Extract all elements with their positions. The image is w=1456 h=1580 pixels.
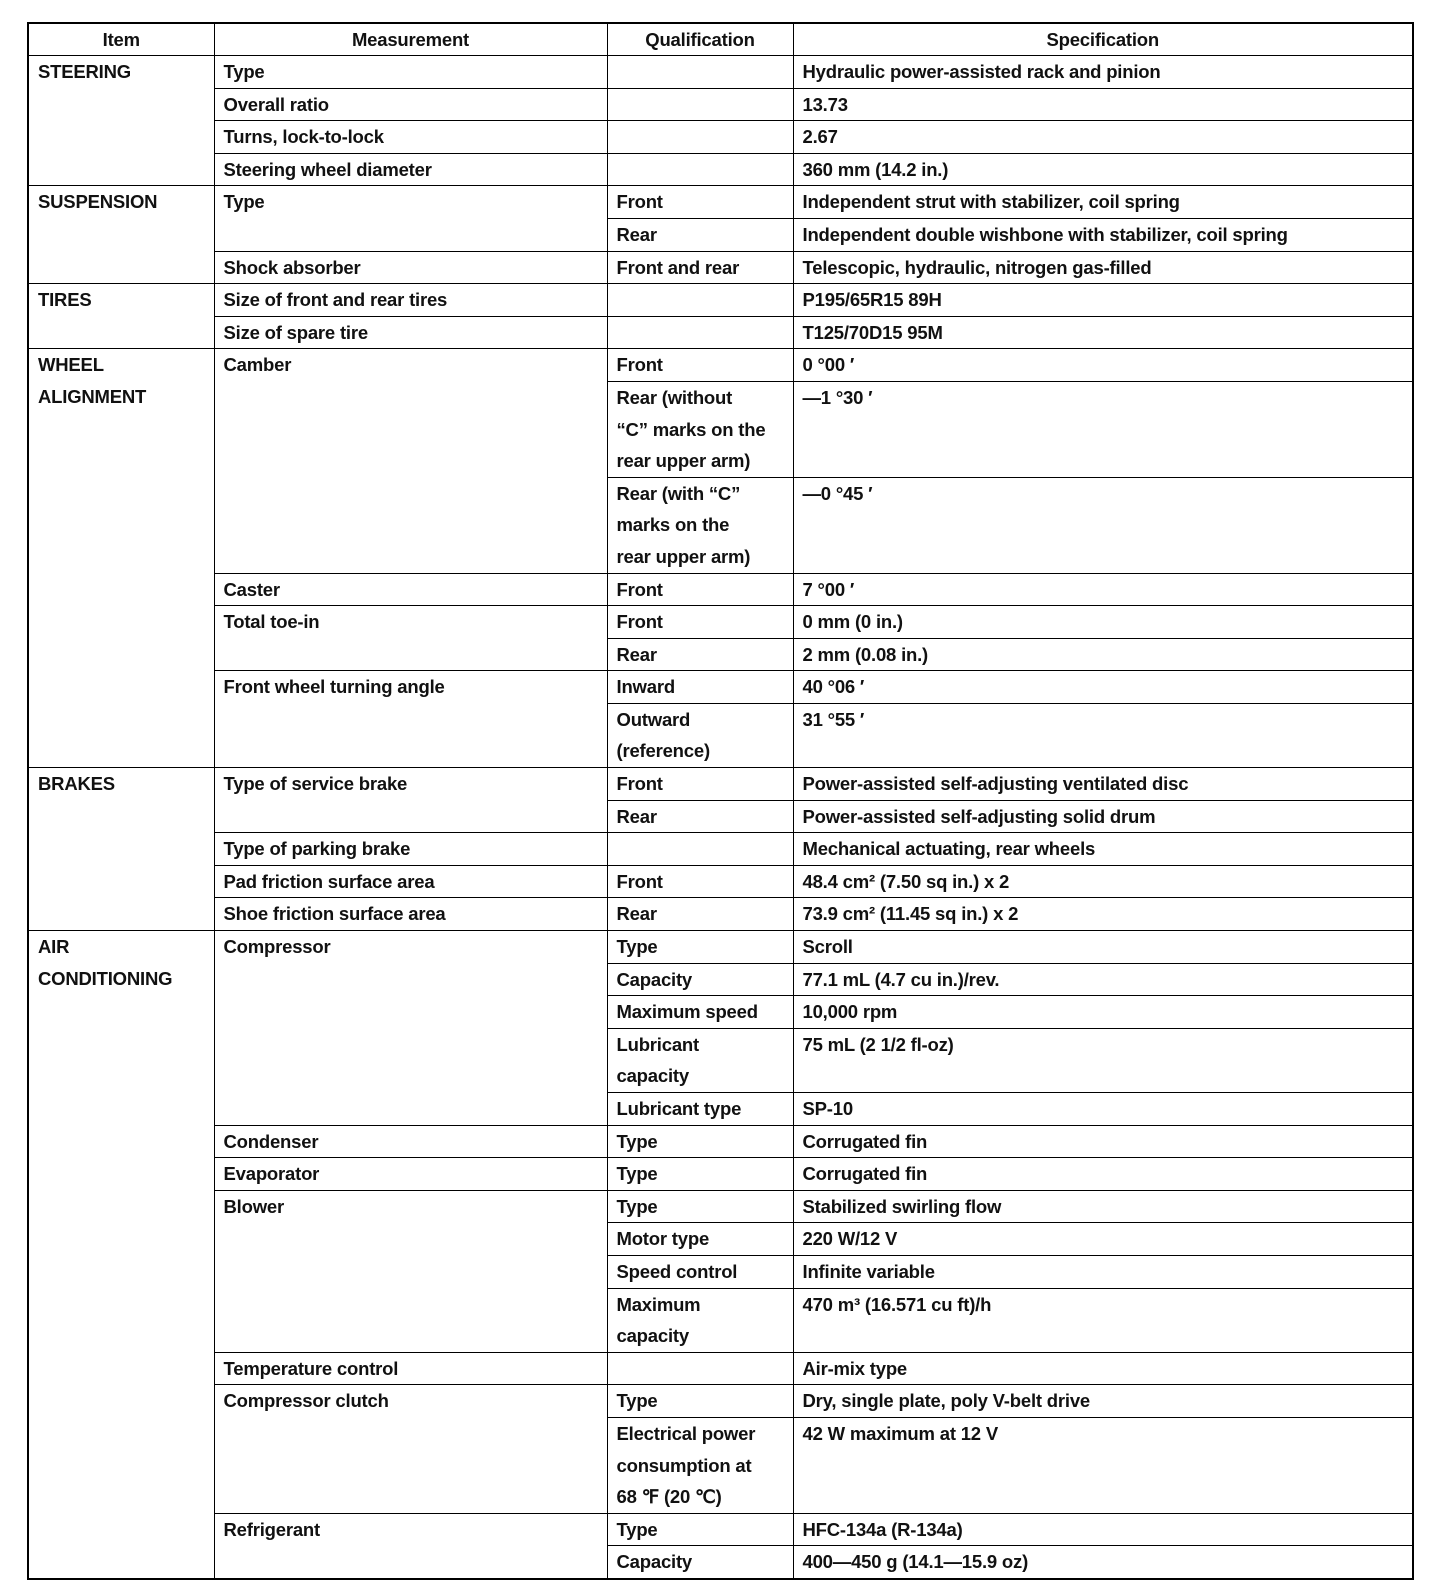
measurement-cell: Blower xyxy=(214,1190,607,1352)
item-cell: AIR CONDITIONING xyxy=(28,931,214,1579)
specification-cell: Mechanical actuating, rear wheels xyxy=(793,833,1413,866)
item-cell: STEERING xyxy=(28,56,214,186)
qualification-cell: Type xyxy=(607,1125,793,1158)
specification-cell: Scroll xyxy=(793,931,1413,964)
specification-cell: 400—450 g (14.1—15.9 oz) xyxy=(793,1546,1413,1579)
specification-cell: 75 mL (2 1/2 fl-oz) xyxy=(793,1028,1413,1092)
measurement-cell: Steering wheel diameter xyxy=(214,153,607,186)
qualification-cell: Lubricant type xyxy=(607,1093,793,1126)
specification-cell: 220 W/12 V xyxy=(793,1223,1413,1256)
measurement-cell: Camber xyxy=(214,349,607,573)
qualification-cell xyxy=(607,316,793,349)
specification-cell: 470 m³ (16.571 cu ft)/h xyxy=(793,1288,1413,1352)
qualification-cell: Rear xyxy=(607,218,793,251)
qualification-cell: Front and rear xyxy=(607,251,793,284)
table-row xyxy=(28,349,1413,382)
qualification-cell: Front xyxy=(607,186,793,219)
specification-cell: Air-mix type xyxy=(793,1352,1413,1385)
item-cell: SUSPENSION xyxy=(28,186,214,284)
measurement-cell: Refrigerant xyxy=(214,1513,607,1579)
specification-cell: Corrugated fin xyxy=(793,1125,1413,1158)
specification-cell: Hydraulic power-assisted rack and pinion xyxy=(793,56,1413,89)
table-row xyxy=(28,1190,1413,1223)
table-row xyxy=(28,153,1413,186)
qualification-cell: Front xyxy=(607,865,793,898)
measurement-cell: Shock absorber xyxy=(214,251,607,284)
specification-cell: SP-10 xyxy=(793,1093,1413,1126)
measurement-cell: Type of service brake xyxy=(214,768,607,833)
qualification-cell: Type xyxy=(607,1190,793,1223)
table-row xyxy=(28,316,1413,349)
specification-cell: 77.1 mL (4.7 cu in.)/rev. xyxy=(793,963,1413,996)
qualification-cell xyxy=(607,56,793,89)
item-cell: WHEEL ALIGNMENT xyxy=(28,349,214,768)
table-row xyxy=(28,88,1413,121)
qualification-cell: Maximum speed xyxy=(607,996,793,1029)
specification-cell: Corrugated fin xyxy=(793,1158,1413,1191)
measurement-cell: Turns, lock-to-lock xyxy=(214,121,607,154)
measurement-cell: Type xyxy=(214,56,607,89)
measurement-cell: Pad friction surface area xyxy=(214,865,607,898)
qualification-cell: Rear xyxy=(607,898,793,931)
qualification-cell: Rear xyxy=(607,800,793,833)
qualification-cell: Front xyxy=(607,768,793,801)
table-row xyxy=(28,671,1413,704)
table-row xyxy=(28,1513,1413,1546)
qualification-cell: Type xyxy=(607,1158,793,1191)
qualification-cell: Maximum capacity xyxy=(607,1288,793,1352)
specification-cell: 10,000 rpm xyxy=(793,996,1413,1029)
table-row xyxy=(28,931,1413,964)
measurement-cell: Overall ratio xyxy=(214,88,607,121)
table-row xyxy=(28,56,1413,89)
specification-cell: P195/65R15 89H xyxy=(793,284,1413,317)
measurement-cell: Caster xyxy=(214,573,607,606)
table-row xyxy=(28,833,1413,866)
specification-cell: —1 °30 ′ xyxy=(793,381,1413,477)
qualification-cell: Type xyxy=(607,1513,793,1546)
qualification-cell xyxy=(607,121,793,154)
specification-cell: 2.67 xyxy=(793,121,1413,154)
measurement-cell: Total toe-in xyxy=(214,606,607,671)
item-cell: BRAKES xyxy=(28,768,214,931)
qualification-cell: Outward (reference) xyxy=(607,703,793,767)
specification-cell: 31 °55 ′ xyxy=(793,703,1413,767)
measurement-cell: Compressor xyxy=(214,931,607,1126)
header-measurement: Measurement xyxy=(214,23,607,56)
specification-cell: 2 mm (0.08 in.) xyxy=(793,638,1413,671)
specification-cell: 48.4 cm² (7.50 sq in.) x 2 xyxy=(793,865,1413,898)
qualification-cell: Front xyxy=(607,606,793,639)
specification-cell: Independent strut with stabilizer, coil spring xyxy=(793,186,1413,219)
specification-cell: Telescopic, hydraulic, nitrogen gas-filled xyxy=(793,251,1413,284)
measurement-cell: Type xyxy=(214,186,607,251)
specification-cell: 13.73 xyxy=(793,88,1413,121)
table-row xyxy=(28,121,1413,154)
qualification-cell: Speed control xyxy=(607,1255,793,1288)
table-row xyxy=(28,251,1413,284)
specification-cell: 7 °00 ′ xyxy=(793,573,1413,606)
specification-cell: Stabilized swirling flow xyxy=(793,1190,1413,1223)
qualification-cell: Rear (without “C” marks on the rear upper arm) xyxy=(607,381,793,477)
qualification-cell: Electrical power consumption at 68 ℉ (20 ℃) xyxy=(607,1417,793,1513)
measurement-cell: Size of spare tire xyxy=(214,316,607,349)
measurement-cell: Evaporator xyxy=(214,1158,607,1191)
qualification-cell: Front xyxy=(607,349,793,382)
specification-cell: 0 °00 ′ xyxy=(793,349,1413,382)
specification-cell: HFC-134a (R-134a) xyxy=(793,1513,1413,1546)
specification-cell: 0 mm (0 in.) xyxy=(793,606,1413,639)
measurement-cell: Temperature control xyxy=(214,1352,607,1385)
qualification-cell: Lubricant capacity xyxy=(607,1028,793,1092)
specifications-table xyxy=(27,22,1414,1580)
table-row xyxy=(28,1352,1413,1385)
specification-cell: Power-assisted self-adjusting ventilated disc xyxy=(793,768,1413,801)
specification-cell: Dry, single plate, poly V-belt drive xyxy=(793,1385,1413,1418)
table-row xyxy=(28,186,1413,219)
measurement-cell: Front wheel turning angle xyxy=(214,671,607,768)
specification-cell: 73.9 cm² (11.45 sq in.) x 2 xyxy=(793,898,1413,931)
table-row xyxy=(28,606,1413,639)
table-row xyxy=(28,1158,1413,1191)
qualification-cell xyxy=(607,153,793,186)
qualification-cell xyxy=(607,284,793,317)
qualification-cell: Capacity xyxy=(607,1546,793,1579)
table-row xyxy=(28,898,1413,931)
table-row xyxy=(28,284,1413,317)
specification-cell: Infinite variable xyxy=(793,1255,1413,1288)
qualification-cell: Rear xyxy=(607,638,793,671)
table-row xyxy=(28,768,1413,801)
header-specification: Specification xyxy=(793,23,1413,56)
table-body xyxy=(28,56,1413,1579)
header-row xyxy=(28,23,1413,56)
specification-cell: Independent double wishbone with stabilizer, coil spring xyxy=(793,218,1413,251)
qualification-cell xyxy=(607,1352,793,1385)
specification-cell: —0 °45 ′ xyxy=(793,477,1413,573)
qualification-cell xyxy=(607,88,793,121)
specification-cell: 40 °06 ′ xyxy=(793,671,1413,704)
table-row xyxy=(28,865,1413,898)
specification-cell: 360 mm (14.2 in.) xyxy=(793,153,1413,186)
table-row xyxy=(28,573,1413,606)
specification-cell: 42 W maximum at 12 V xyxy=(793,1417,1413,1513)
qualification-cell: Type xyxy=(607,1385,793,1418)
measurement-cell: Type of parking brake xyxy=(214,833,607,866)
measurement-cell: Size of front and rear tires xyxy=(214,284,607,317)
qualification-cell: Rear (with “C” marks on the rear upper arm) xyxy=(607,477,793,573)
table-row xyxy=(28,1385,1413,1418)
item-cell: TIRES xyxy=(28,284,214,349)
qualification-cell: Motor type xyxy=(607,1223,793,1256)
qualification-cell: Type xyxy=(607,931,793,964)
qualification-cell: Front xyxy=(607,573,793,606)
qualification-cell xyxy=(607,833,793,866)
measurement-cell: Shoe friction surface area xyxy=(214,898,607,931)
table-row xyxy=(28,1125,1413,1158)
qualification-cell: Capacity xyxy=(607,963,793,996)
measurement-cell: Compressor clutch xyxy=(214,1385,607,1513)
qualification-cell: Inward xyxy=(607,671,793,704)
specification-cell: T125/70D15 95M xyxy=(793,316,1413,349)
measurement-cell: Condenser xyxy=(214,1125,607,1158)
header-qualification: Qualification xyxy=(607,23,793,56)
header-item: Item xyxy=(28,23,214,56)
specification-cell: Power-assisted self-adjusting solid drum xyxy=(793,800,1413,833)
